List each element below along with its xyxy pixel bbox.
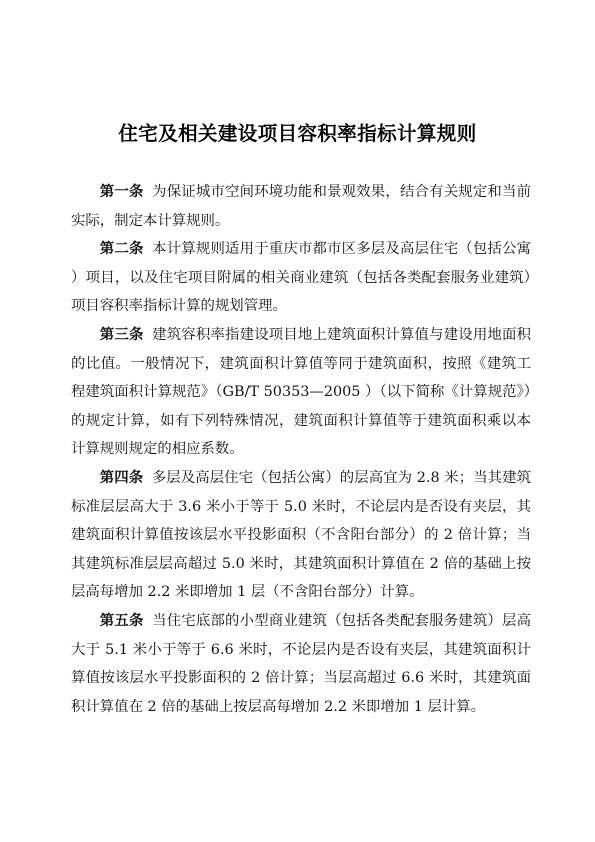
article-2-text: 本计算规则适用于重庆市都市区多层及高层住宅（包括公寓）项目，以及住宅项目附属的相关商业建筑（包括各类配套服务业建筑）项目容积率指标计算的规划管理。 bbox=[71, 241, 531, 315]
article-1-label: 第一条 bbox=[99, 184, 144, 200]
article-3 bbox=[71, 321, 531, 464]
article-4-label: 第四条 bbox=[99, 469, 144, 486]
article-3-text: 建筑容积率指建设项目地上建筑面积计算值与建设用地面积的比值。一般情况下，建筑面积计算值等同于建筑面积，按照《建筑工程建筑面积计算规范》（GB/T 50353—2005 ）（以下简称《计算规范》）的规定计算，如有下列特殊情况，建筑面积计算值等于建筑面积乘以本计算规则规定的相应系数。 bbox=[71, 326, 531, 458]
document-body bbox=[71, 178, 531, 721]
article-2-label: 第二条 bbox=[99, 241, 144, 258]
article-5-label: 第五条 bbox=[99, 612, 144, 629]
article-5 bbox=[71, 607, 531, 721]
article-1 bbox=[71, 178, 531, 235]
article-2 bbox=[71, 235, 531, 321]
article-1-text: 为保证城市空间环境功能和景观效果，结合有关规定和当前实际，制定本计算规则。 bbox=[71, 184, 531, 229]
article-4 bbox=[71, 464, 531, 607]
article-3-label: 第三条 bbox=[99, 326, 144, 343]
article-5-text: 当住宅底部的小型商业建筑（包括各类配套服务建筑）层高大于 5.1 米小于等于 6.6 米时，不论层内是否设有夹层，其建筑面积计算值按该层水平投影面积的 2 倍计算；当层高超过 6.6 米时，其建筑面积计算值在 2 倍的基础上按层高每增加 2.2 米即增加 1 层计算。 bbox=[71, 612, 531, 715]
document-title: 住宅及相关建设项目容积率指标计算规则 bbox=[118, 122, 477, 145]
article-4-text: 多层及高层住宅（包括公寓）的层高宜为 2.8 米；当其建筑标准层层高大于 3.6 米小于等于 5.0 米时，不论层内是否设有夹层，其建筑面积计算值按该层水平投影面积（不含阳台部分）的 2 倍计算；当其建筑标准层层高超过 5.0 米时，其建筑面积计算值在 2 倍的基础上按层高每增加 2.2 米即增加 1 层（不含阳台部分）计算。 bbox=[71, 469, 531, 601]
